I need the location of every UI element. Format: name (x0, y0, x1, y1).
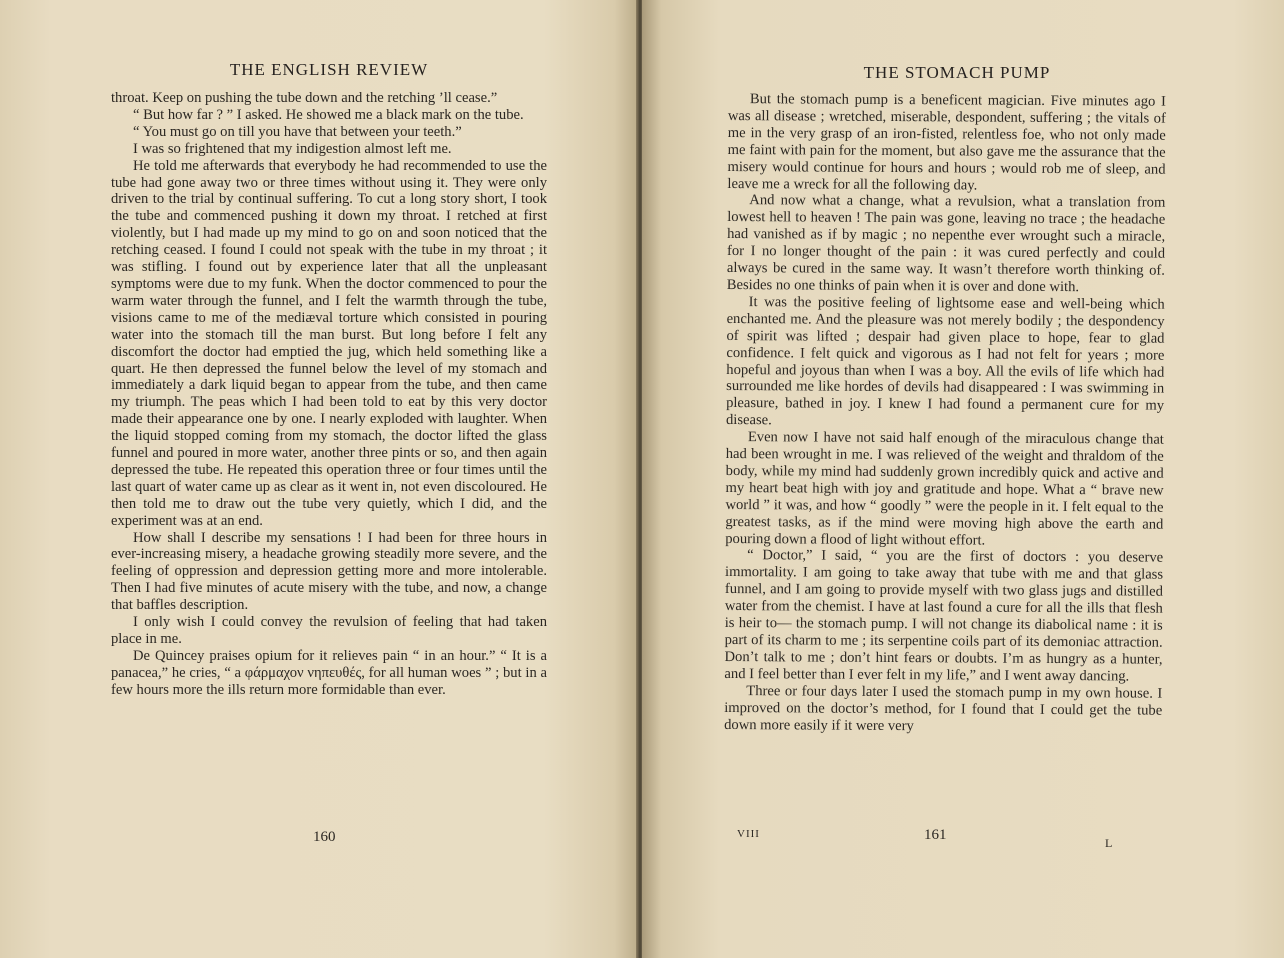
paragraph: I only wish I could convey the revulsion of feeling that had taken place in me. (111, 614, 547, 647)
paragraph: And now what a change, what a revulsion, what a translation from lowest hell to heaven ! The pain was gone, leaving no trace ; the headache had vanished as if by magic ; no nepenthe ever wrought such a miracle, for I no longer thought of the pain : it was cured perfectly and could always be cured in the same way. It wasn’t therefore worth thinking of. Besides no one thinks of pain when it is over and done with. (726, 192, 1166, 296)
left-body-text (111, 90, 547, 699)
left-page-number: 160 (313, 829, 336, 845)
paragraph: Even now I have not said half enough of the miraculous change that had been wrought in me. I was relieved of the weight and thraldom of the body, while my mind had suddenly grown incredibly quick and active and my heart beat high with joy and gratitude and hope. What a “ brave new world ” it was, and how “ goodly ” were the people in it. I felt equal to the greatest tasks, as if the mind were moving high above the earth and pouring down a flood of light without effort. (725, 429, 1164, 549)
paragraph: De Quincey praises opium for it relieves pain “ in an hour.” “ It is a panacea,” he cries, “ a φάρμαχον νηπευθές, for all human woes ” ; but in a few hours more the ills return more formidable than ever. (111, 647, 547, 698)
signature-mark-right: L (1105, 836, 1114, 850)
paragraph: It was the positive feeling of lightsome ease and well-being which enchanted me. And the pleasure was not merely bodily ; the despondency of spirit was lifted ; despair had given place to hope, fear to glad confidence. I felt quick and vigorous as I had not felt for years ; more hopeful and joyous than when I was a boy. All the evils of life which had surrounded me like hordes of devils had disappeared : I was swimming in pleasure, bathed in joy. I knew I had found a permanent cure for my disease. (725, 294, 1165, 429)
paragraph: Three or four days later I used the stomach pump in my own house. I improved on the doctor’s method, for I found that I could get the tube down more easily if it were very (724, 682, 1163, 734)
right-page-number: 161 (924, 827, 947, 843)
right-page (642, 0, 1284, 958)
paragraph: How shall I describe my sensations ! I had been for three hours in ever-increasing misery, a headache growing steadily more severe, and the feeling of oppression and depression getting more and more intolerable. Then I had five minutes of acute misery with the tube, and now, a change that baffles description. (111, 529, 547, 614)
paragraph: He told me afterwards that everybody he had recommended to use the tube had gone away two or three times without using it. They were only driven to the trial by continual suffering. To cut a long story short, I took the tube and commenced pushing it down my throat. I retched at first violently, but I had made up my mind to go on and soon noticed that the retching ceased. I found I could not speak with the tube in my throat ; it was stifling. I found out by experience later that all the unpleasant symptoms were due to my funk. When the doctor commenced to pour the warm water through the funnel, and I felt the warmth through the tube, visions came to me of the mediæval torture which consisted in pouring water into the stomach till the man burst. But long before I felt any discomfort the doctor had emptied the jug, which held something like a quart. He then depressed the funnel below the level of my stomach and immediately a dark liquid began to appear from the tube, and then came my triumph. The peas which I had been told to eat by this very doctor made their appearance one by one. I nearly exploded with laughter. When the liquid stopped coming from my stomach, the doctor lifted the glass funnel and poured in more water, another three pints or so, and then again depressed the tube. He repeated this operation three or four times until the last quart of water came up as clear as it went in, not even discoloured. He then told me to draw out the tube very quietly, which I did, and the experiment was at an end. (111, 157, 547, 529)
left-page (0, 0, 640, 958)
paragraph: “ Doctor,” I said, “ you are the first of doctors : you deserve immortality. I am going to take away that tube with me and that glass funnel, and I am going to provide myself with two glass jugs and distilled water from the chemist. I have at last found a cure for all the ills that flesh is heir to— the stomach pump. I will not change its diabolical name : it is part of its charm to me ; its serpentine coils part of its demoniac attraction. Don’t talk to me ; don’t hint fears or doubts. I’m as hungry as a hunter, and I feel better than I ever felt in my life,” and I went away dancing. (724, 547, 1164, 685)
paragraph: “ You must go on till you have that between your teeth.” (133, 123, 462, 140)
left-running-head: THE ENGLISH REVIEW (229, 60, 429, 79)
paragraph: “ But how far ? ” I asked. He showed me a black mark on the tube. (133, 106, 524, 123)
signature-mark-left: VIII (737, 828, 760, 840)
right-body-text (724, 91, 1166, 736)
right-running-head: THE STOMACH PUMP (863, 63, 1051, 82)
paragraph: throat. Keep on pushing the tube down and the retching ’ll cease.” (111, 90, 498, 106)
paragraph: I was so frightened that my indigestion almost left me. (133, 140, 452, 157)
paragraph: But the stomach pump is a beneficent magician. Five minutes ago I was all disease ; wretched, miserable, despondent, suffering ; the vitals of me in the very grasp of an iron-fisted, relentless foe, who not only made me faint with pain for the moment, but also gave me the assurance that the misery would continue for hours and hours ; would rob me of sleep, and leave me a wreck for all the following day. (727, 91, 1166, 194)
